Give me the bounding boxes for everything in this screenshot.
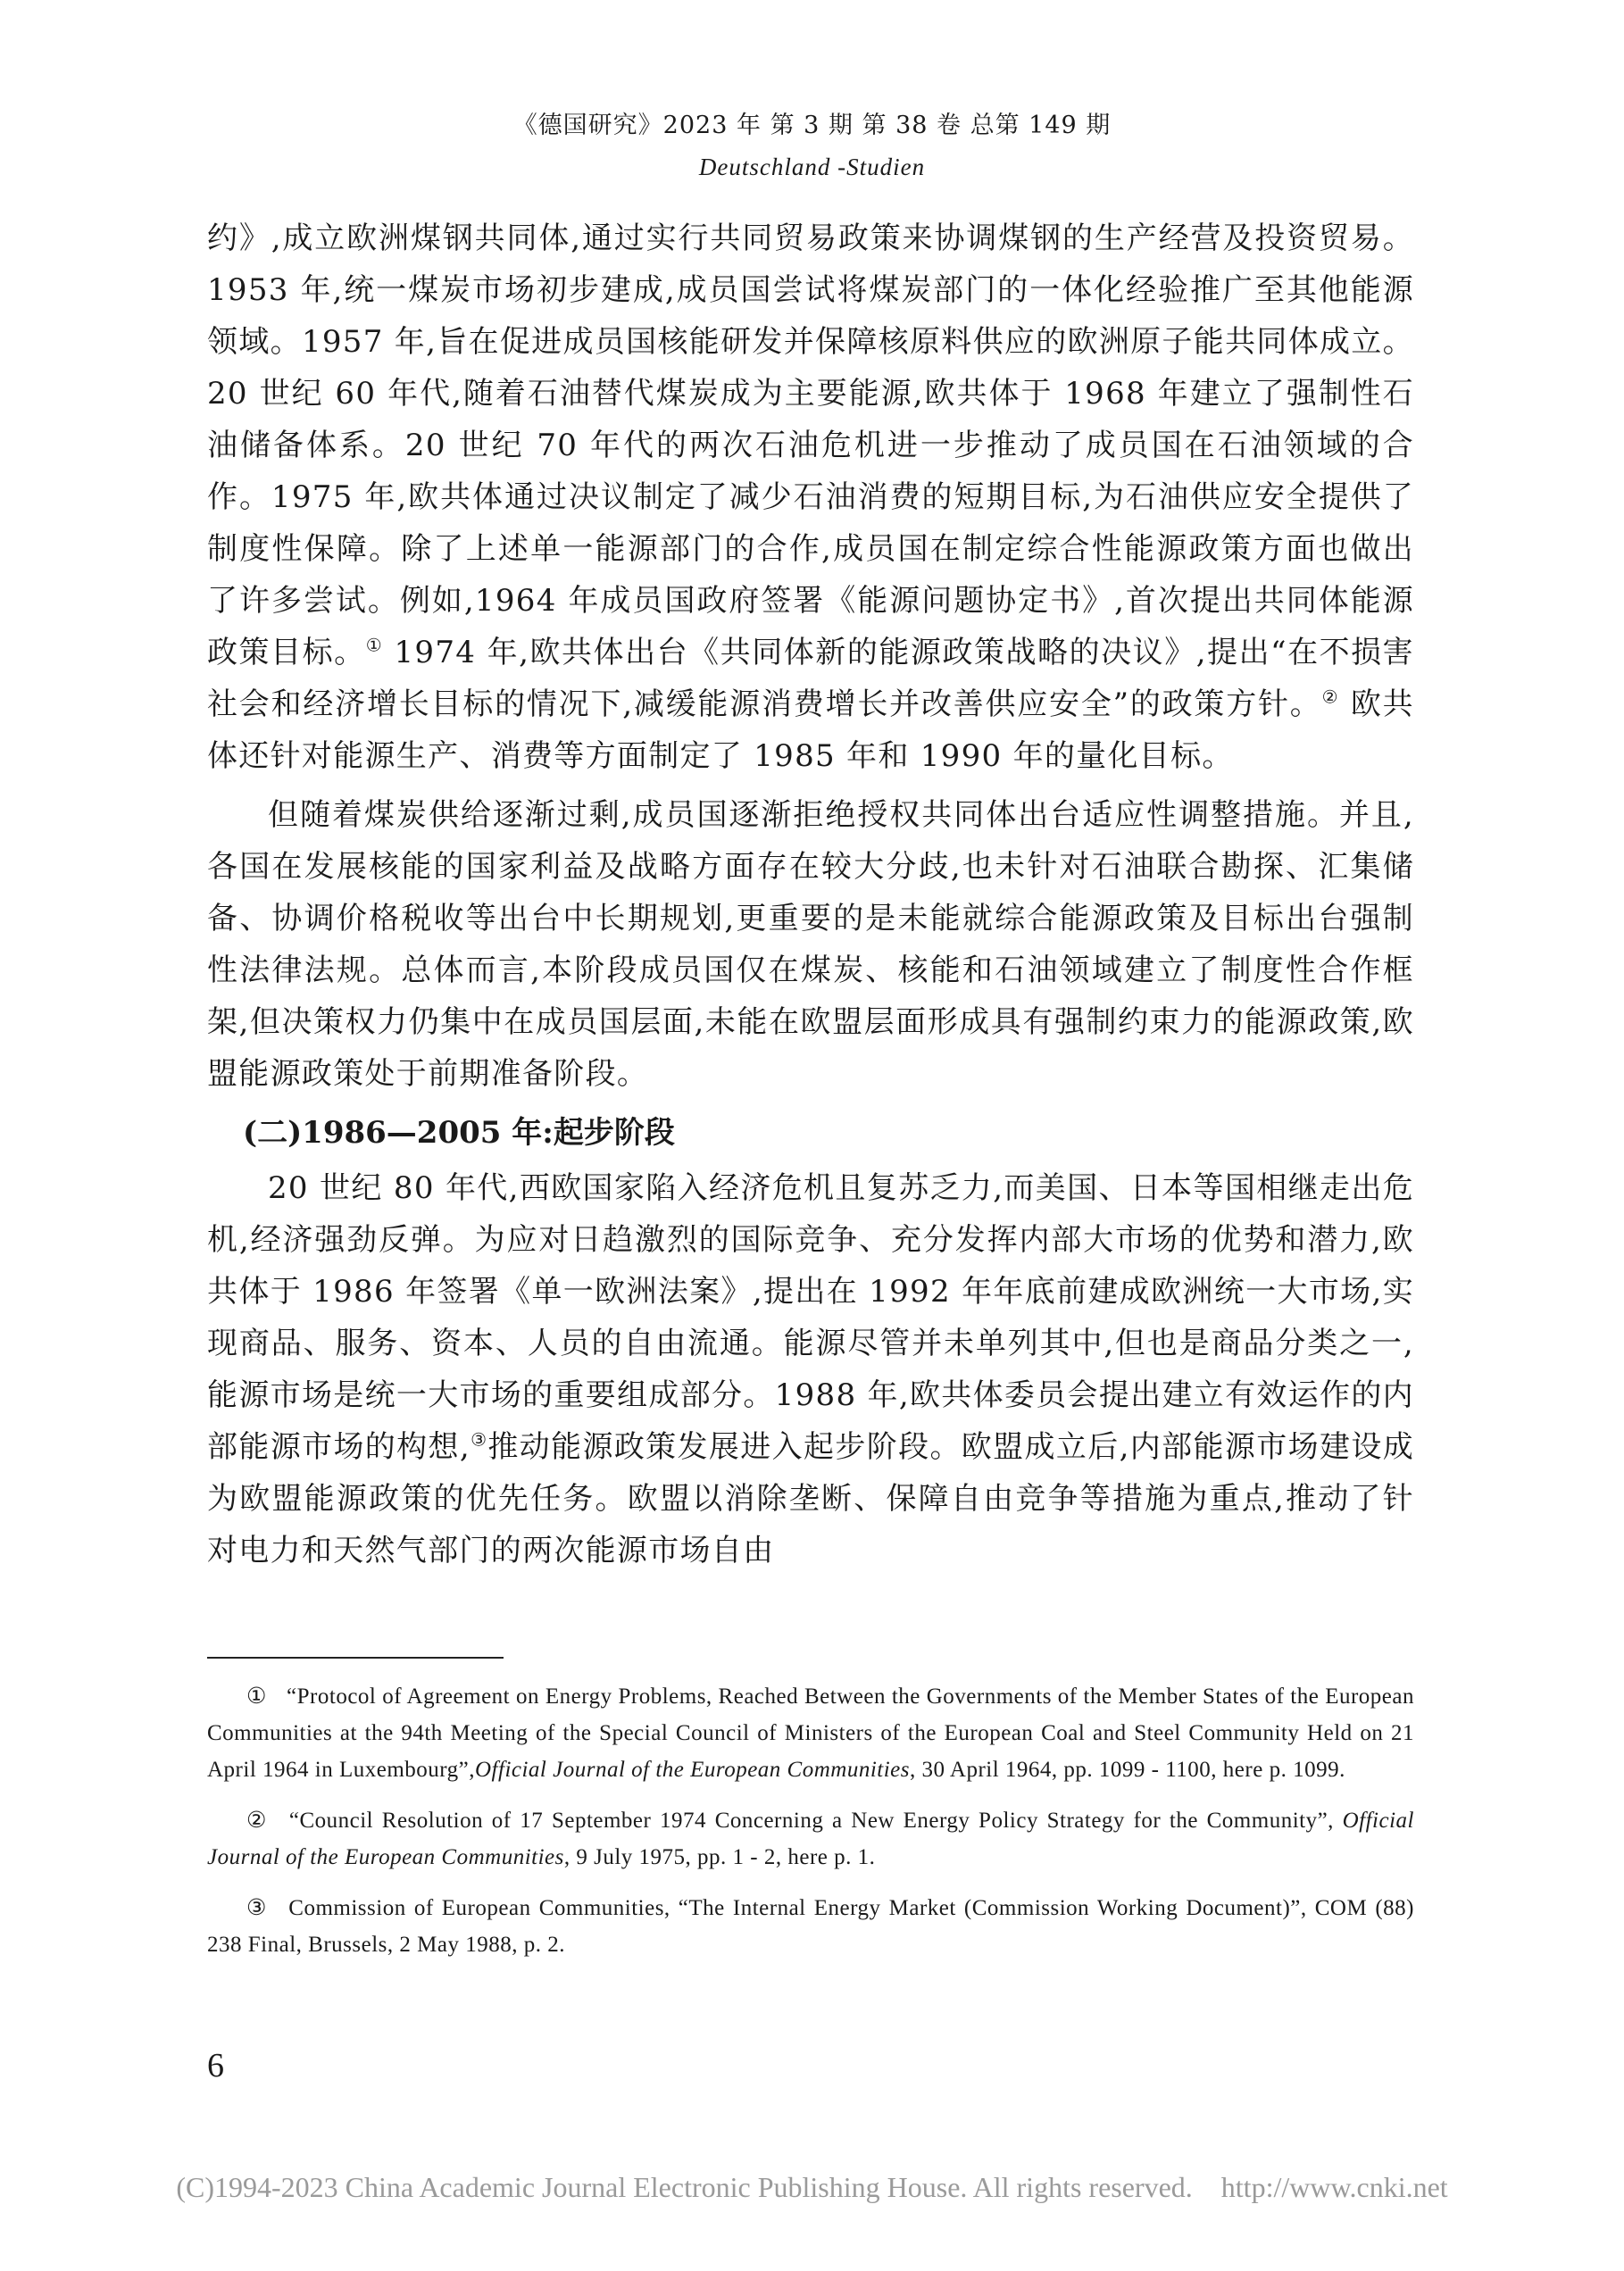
footnote-journal-title: Official Journal of the European Communities (475, 1758, 911, 1782)
footnotes (207, 1678, 1414, 1977)
copyright-notice: (C)1994-2023 China Academic Journal Electronic Publishing House. All rights reserved. http://www.cnki.net (176, 2171, 1448, 2203)
footnote-ref-1[interactable]: ① (365, 634, 384, 656)
footnote-divider (207, 1657, 504, 1659)
footnote-ref-3[interactable]: ③ (471, 1428, 488, 1451)
paragraph-3 (207, 1162, 1414, 1576)
journal-subtitle: Deutschland -Studien (698, 154, 926, 180)
paragraph-text: 20 世纪 80 年代,西欧国家陷入经济危机且复苏乏力,而美国、日本等国相继走出危机,经济强劲反弹。为应对日趋激烈的国际竞争、充分发挥内部大市场的优势和潜力,欧共体于 1986 年签署《单一欧洲法案》,提出在 1992 年年底前建成欧洲统一大市场,实现商品、服务、资本、人员的自由流通。能源尽管并未单列其中,但也是商品分类之一,能源市场是统一大市场的重要组成部分。1988 年,欧共体委员会提出建立有效运作的内部能源市场的构想, (207, 1170, 1414, 1465)
footnote-journal-title: Official Journal of the European Communities (207, 1809, 1414, 1869)
footnote-mark: ③ (246, 1896, 270, 1920)
paragraph-1 (207, 212, 1414, 782)
footnote-1 (207, 1678, 1414, 1788)
footnote-text: , 30 April 1964, pp. 1099 - 1100, here p. 1099. (910, 1758, 1345, 1782)
footnote-text: Commission of European Communities, “The Internal Energy Market (Commission Working Document)”, COM (88) 238 Final, Brussels, 2 May 1988, p. 2. (207, 1896, 1414, 1957)
footnote-mark: ② (246, 1809, 270, 1833)
footnote-2 (207, 1802, 1414, 1876)
article-body (207, 212, 1414, 1584)
paragraph-text: 1974 年,欧共体出台《共同体新的能源政策战略的决议》,提出“在不损害社会和经济增长目标的情况下,减缓能源消费增长并改善供应安全”的政策方针。 (207, 635, 1414, 722)
paragraph-2: 但随着煤炭供给逐渐过剩,成员国逐渐拒绝授权共同体出台适应性调整措施。并且,各国在发展核能的国家利益及战略方面存在较大分歧,也未针对石油联合勘探、汇集储备、协调价格税收等出台中长期规划,更重要的是未能就综合能源政策及目标出台强制性法律法规。总体而言,本阶段成员国仅在煤炭、核能和石油领域建立了制度性合作框架,但决策权力仍集中在成员国层面,未能在欧盟层面形成具有强制约束力的能源政策,欧盟能源政策处于前期准备阶段。 (207, 797, 1414, 1092)
page-number: 6 (207, 2047, 224, 2084)
paragraph-text: 推动能源政策发展进入起步阶段。欧盟成立后,内部能源市场建设成为欧盟能源政策的优先任务。欧盟以消除垄断、保障自由竞争等措施为重点,推动了针对电力和天然气部门的两次能源市场自由 (207, 1429, 1414, 1568)
paragraph-text: 约》,成立欧洲煤钢共同体,通过实行共同贸易政策来协调煤钢的生产经营及投资贸易。1953 年,统一煤炭市场初步建成,成员国尝试将煤炭部门的一体化经验推广至其他能源领域。1957 年,旨在促进成员国核能研发并保障核原料供应的欧洲原子能共同体成立。20 世纪 60 年代,随着石油替代煤炭成为主要能源,欧共体于 1968 年建立了强制性石油储备体系。20 世纪 70 年代的两次石油危机进一步推动了成员国在石油领域的合作。1975 年,欧共体通过决议制定了减少石油消费的短期目标,为石油供应安全提供了制度性保障。除了上述单一能源部门的合作,成员国在制定综合性能源政策方面也做出了许多尝试。例如,1964 年成员国政府签署《能源问题协定书》,首次提出共同体能源政策目标。 (207, 220, 1414, 670)
journal-header: 《德国研究》2023 年 第 3 期 第 38 卷 总第 149 期 (512, 112, 1112, 139)
paragraph-text: 欧共体还针对能源生产、消费等方面制定了 1985 年和 1990 年的量化目标。 (207, 686, 1414, 774)
section-heading: (二)1986—2005 年:起步阶段 (243, 1115, 675, 1151)
footnote-text: , 9 July 1975, pp. 1 - 2, here p. 1. (563, 1845, 876, 1869)
footnote-mark: ① (246, 1685, 268, 1709)
footnote-text: “Protocol of Agreement on Energy Problems, Reached Between the Governments of the Member States of the European Communities at the 94th Meeting of the Special Council of Ministers of the European Coal and Steel Community Held on 21 April 1964 in Luxembourg”, (207, 1685, 1414, 1782)
footnote-ref-2[interactable]: ② (1321, 686, 1340, 708)
footnote-text: “Council Resolution of 17 September 1974 Concerning a New Energy Policy Strategy for the Community”, (288, 1809, 1343, 1833)
footnote-3 (207, 1890, 1414, 1963)
